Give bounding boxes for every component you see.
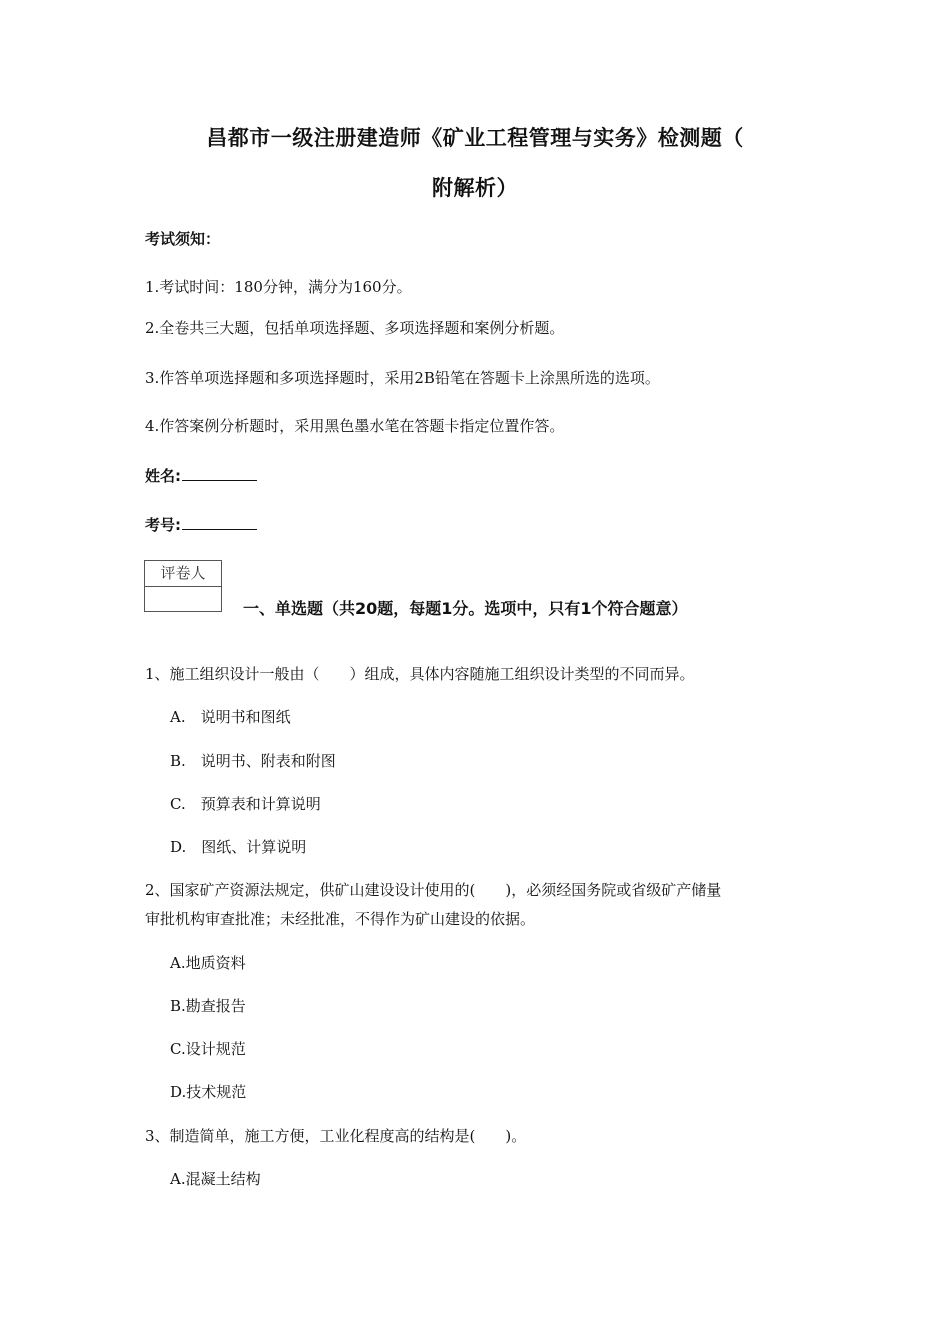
grader-label: 评卷人 [145,561,221,587]
document-title-line-1: 昌都市一级注册建造师《矿业工程管理与实务》检测题（ [206,126,744,150]
question-1-option-d: D. 图纸、计算说明 [170,838,307,856]
name-label: 姓名: [145,467,181,485]
question-2-option-d: D.技术规范 [170,1083,247,1101]
exam-id-label: 考号: [145,516,181,534]
notice-heading: 考试须知： [145,230,221,248]
question-2-option-a: A.地质资料 [170,954,246,972]
notice-item-1: 1.考试时间：180分钟，满分为160分。 [145,278,412,296]
exam-id-blank [182,515,257,530]
question-3-text: 3、制造简单，施工方便，工业化程度高的结构是( )。 [145,1127,527,1145]
grader-box [144,560,222,612]
notice-item-4: 4.作答案例分析题时，采用黑色墨水笔在答题卡指定位置作答。 [145,417,565,435]
name-blank [182,466,257,481]
document-title-line-2: 附解析） [432,176,518,200]
name-field [145,465,257,486]
question-3-option-a: A.混凝土结构 [170,1170,261,1188]
question-2-text-line-1: 2、国家矿产资源法规定，供矿山建设设计使用的( )，必须经国务院或省级矿产储量 [145,881,722,899]
question-1-option-a: A. 说明书和图纸 [170,708,291,726]
question-2-text-line-2: 审批机构审查批准；未经批准，不得作为矿山建设的依据。 [145,910,536,928]
question-2-option-c: C.设计规范 [170,1040,246,1058]
exam-id-field [145,514,257,535]
notice-item-2: 2.全卷共三大题，包括单项选择题、多项选择题和案例分析题。 [145,319,565,337]
question-1-option-b: B. 说明书、附表和附图 [170,752,336,770]
notice-item-3: 3.作答单项选择题和多项选择题时，采用2B铅笔在答题卡上涂黑所选的选项。 [145,369,660,387]
question-2-option-b: B.勘查报告 [170,997,246,1015]
question-1-option-c: C. 预算表和计算说明 [170,795,321,813]
question-1-text: 1、施工组织设计一般由（ ）组成，具体内容随施工组织设计类型的不同而异。 [145,665,695,683]
section-title: 一、单选题（共20题，每题1分。选项中，只有1个符合题意） [243,599,688,618]
